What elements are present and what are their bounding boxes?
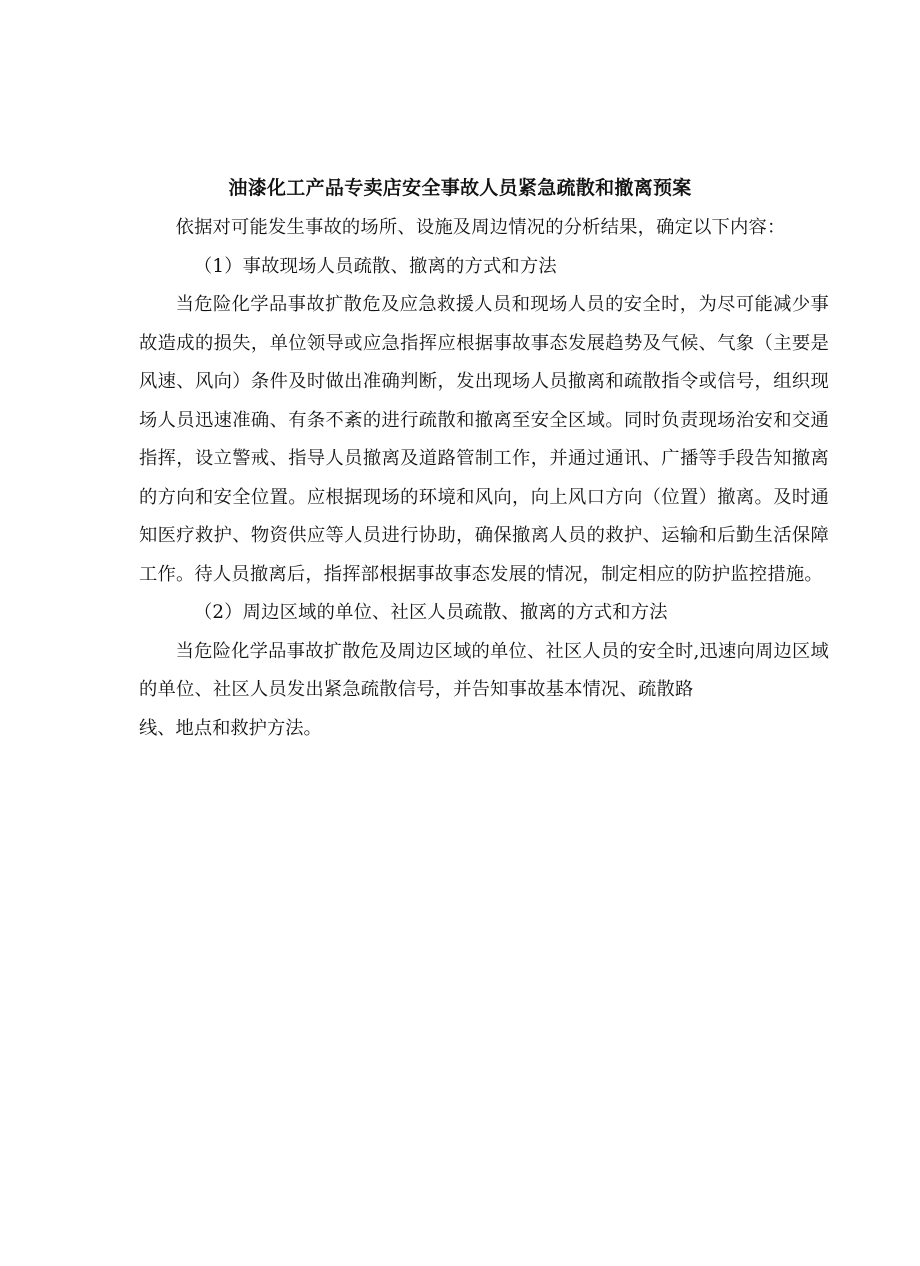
section-2-paragraph-tail: 线、地点和救护方法。	[139, 717, 322, 739]
section-1-paragraph: 当危险化学品事故扩散危及应急救援人员和现场人员的安全时，为尽可能减少事故造成的损失，单位领导或应急指挥应根据事故事态发展趋势及气候、气象（主要是风速、风向）条件及时做出准确判断，发出现场人员撤离和疏散指令或信号，组织现场人员迅速准确、有条不紊的进行疏散和撤离至安全区域。同时负责现场治安和交通指挥，设立警戒、指导人员撤离及道路管制工作，并通过通讯、广播等手段告知撤离的方向和安全位置。应根据现场的环境和风向，向上风口方向（位置）撤离。及时通知医疗救护、物资供应等人员进行协助，确保撤离人员的救护、运输和后勤生活保障工作。待人员撤离后，指挥部根据事故事态发展的情况，制定相应的防护监控措施。	[139, 294, 829, 585]
document-body	[139, 209, 829, 748]
section-heading-2: （2）周边区域的单位、社区人员疏散、撤离的方式和方法	[193, 602, 668, 623]
section-2-paragraph: 当危险化学品事故扩散危及周边区域的单位、社区人员的安全时,迅速向周边区域的单位、社区人员发出紧急疏散信号，并告知事故基本情况、疏散路	[139, 640, 829, 700]
section-heading-1: （1）事故现场人员疏散、撤离的方式和方法	[193, 255, 557, 277]
intro-paragraph: 依据对可能发生事故的场所、设施及周边情况的分析结果，确定以下内容：	[175, 217, 786, 238]
document-title: 油漆化工产品专卖店安全事故人员紧急疏散和撤离预案	[228, 177, 692, 199]
